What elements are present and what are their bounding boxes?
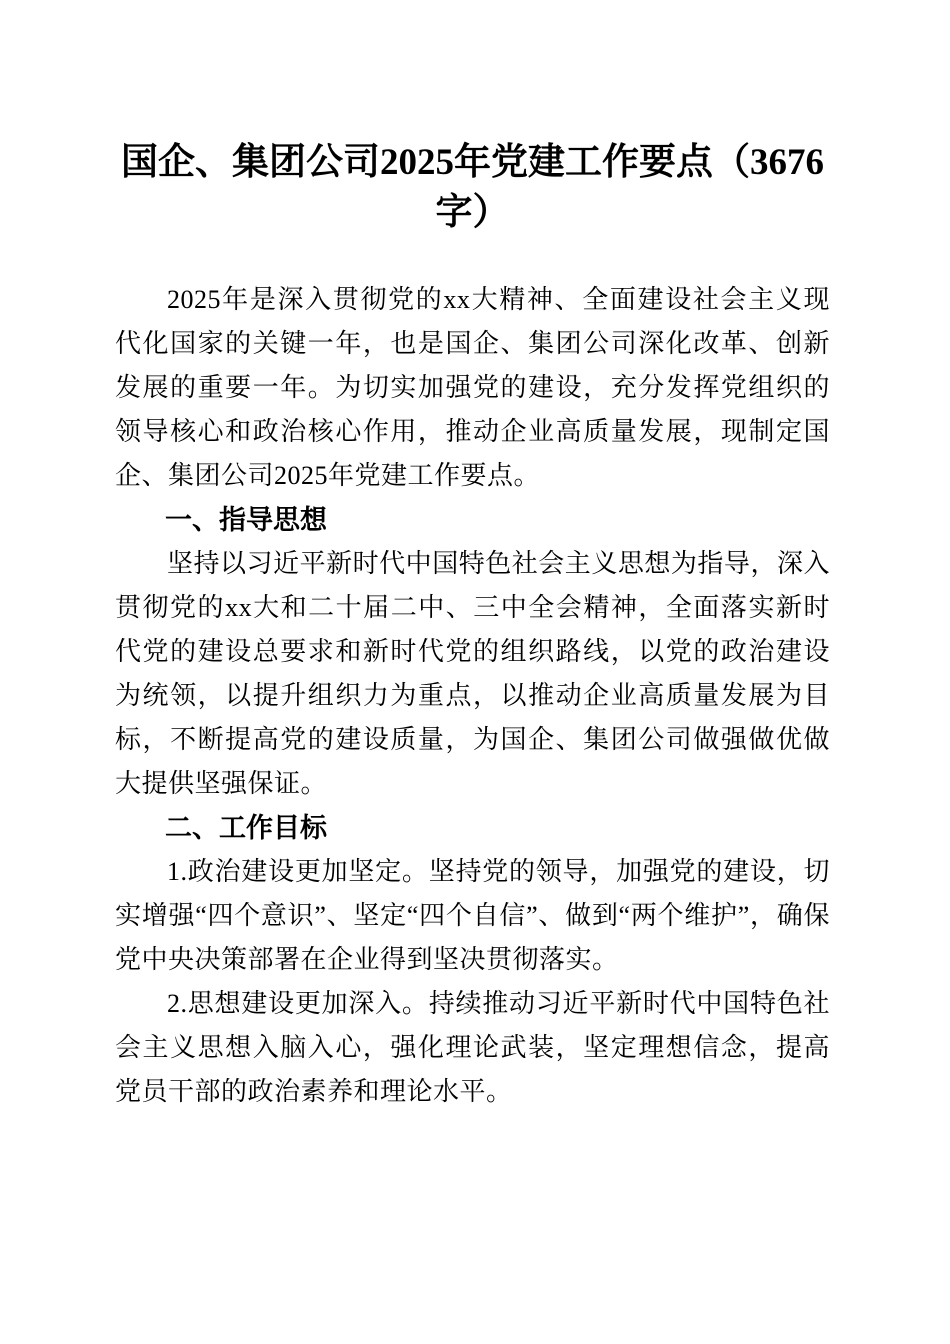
document-title: 国企、集团公司2025年党建工作要点（3676字） bbox=[121, 142, 824, 233]
paragraph-goal-1-political: 1.政治建设更加坚定。坚持党的领导，加强党的建设，切实增强“四个意识”、坚定“四个自信”、做到“两个维护”，确保党中央决策部署在企业得到坚决贯彻落实。 bbox=[115, 857, 830, 974]
heading-guiding-ideology: 一、指导思想 bbox=[165, 505, 327, 535]
heading-work-goals: 二、工作目标 bbox=[165, 813, 327, 843]
paragraph-intro: 2025年是深入贯彻党的xx大精神、全面建设社会主义现代化国家的关键一年，也是国企、集团公司深化改革、创新发展的重要一年。为切实加强党的建设，充分发挥党组织的领导核心和政治核心作用，推动企业高质量发展，现制定国企、集团公司2025年党建工作要点。 bbox=[115, 285, 830, 490]
paragraph-guiding-ideology: 坚持以习近平新时代中国特色社会主义思想为指导，深入贯彻党的xx大和二十届二中、三中全会精神，全面落实新时代党的建设总要求和新时代党的组织路线，以党的政治建设为统领，以提升组织力为重点，以推动企业高质量发展为目标，不断提高党的建设质量，为国企、集团公司做强做优做大提供坚强保证。 bbox=[115, 549, 830, 798]
paragraph-goal-2-ideological: 2.思想建设更加深入。持续推动习近平新时代中国特色社会主义思想入脑入心，强化理论武装，坚定理想信念，提高党员干部的政治素养和理论水平。 bbox=[115, 989, 830, 1106]
